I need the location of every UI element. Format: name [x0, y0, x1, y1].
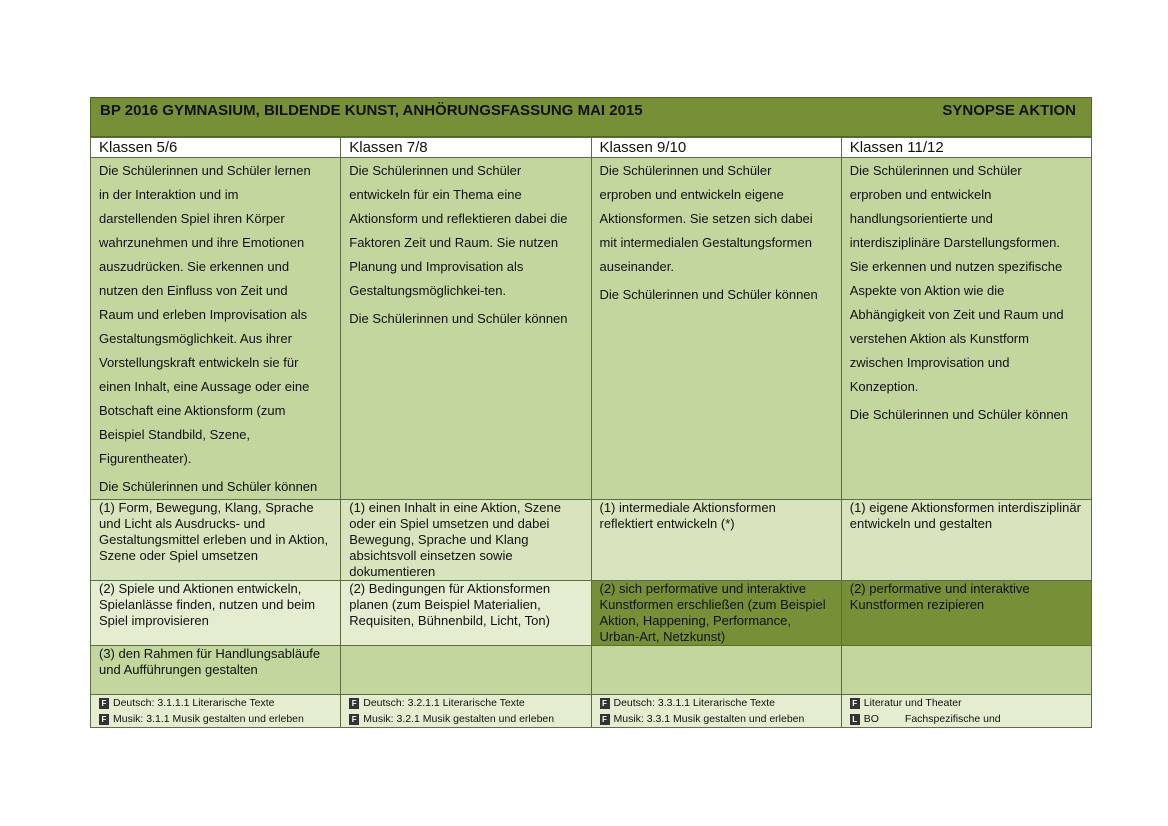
- intro-line: entwickeln für ein Thema eine: [349, 187, 522, 202]
- intro-line: Die Schülerinnen und Schüler: [599, 163, 772, 178]
- reference-text: Deutsch: 3.3.1.1 Literarische Texte: [613, 697, 775, 709]
- competence-cell: (1) eigene Aktionsformen interdisziplinär entwickeln und gestalten: [841, 500, 1091, 581]
- leitperspektive-badge-icon: L: [850, 714, 860, 725]
- fach-badge-icon: F: [99, 698, 109, 709]
- reference-text: Musik: 3.3.1 Musik gestalten und erleben: [613, 713, 805, 725]
- intro-line: auseinander.: [599, 259, 674, 274]
- intro-line: Faktoren Zeit und Raum. Sie nutzen: [349, 235, 559, 250]
- competence-cell-empty: [841, 646, 1091, 695]
- reference-text: Musik: 3.1.1 Musik gestalten und erleben: [113, 713, 304, 725]
- intro-line: Botschaft eine Aktionsform (zum: [99, 403, 286, 418]
- competence-cell-empty: [591, 646, 841, 695]
- intro-line: nutzen den Einfluss von Zeit und: [99, 283, 288, 298]
- reference-cell: [341, 695, 591, 728]
- intro-line: Sie erkennen und nutzen spezifische: [849, 259, 1063, 274]
- intro-text: [600, 159, 833, 279]
- intro-closing: Die Schülerinnen und Schüler können: [849, 407, 1069, 422]
- reference-line: [850, 695, 1083, 711]
- intro-line: auszudrücken. Sie erkennen und: [99, 259, 290, 274]
- intro-line: Beispiel Standbild, Szene,: [99, 427, 251, 442]
- synopsis-label: SYNOPSE AKTION: [942, 102, 1076, 119]
- intro-line: Aktionsformen. Sie setzen sich dabei: [599, 211, 813, 226]
- fach-badge-icon: F: [600, 714, 610, 725]
- competence-row-2: [91, 581, 1092, 646]
- reference-row: [91, 695, 1092, 728]
- reference-text: Deutsch: 3.1.1.1 Literarische Texte: [113, 697, 275, 709]
- intro-line: zwischen Improvisation und: [849, 355, 1010, 370]
- document-title: BP 2016 GYMNASIUM, BILDENDE KUNST, ANHÖRUNGSFASSUNG MAI 2015: [100, 102, 643, 119]
- intro-line: Figurentheater).: [99, 451, 192, 466]
- reference-line: [349, 695, 582, 711]
- column-heading: Klassen 11/12: [841, 138, 1091, 158]
- reference-text: Musik: 3.2.1 Musik gestalten und erleben: [363, 713, 555, 725]
- competence-row-3: [91, 646, 1092, 695]
- fach-badge-icon: F: [349, 698, 359, 709]
- document-header: [90, 97, 1092, 137]
- intro-line: Vorstellungskraft entwickeln sie für: [99, 355, 299, 370]
- fach-badge-icon: F: [99, 714, 109, 725]
- intro-cell: [341, 158, 591, 500]
- reference-cell: [591, 695, 841, 728]
- intro-text: [349, 159, 582, 303]
- intro-line: einen Inhalt, eine Aussage oder eine: [99, 379, 310, 394]
- competence-cell: (2) Spiele und Aktionen entwickeln, Spielanlässe finden, nutzen und beim Spiel improvisieren: [91, 581, 341, 646]
- intro-line: Gestaltungsmöglichkeit. Aus ihrer: [99, 331, 292, 346]
- synopsis-document: [90, 97, 1092, 728]
- column-heading-row: [91, 138, 1092, 158]
- intro-cell: [591, 158, 841, 500]
- intro-line: erproben und entwickeln eigene: [599, 187, 784, 202]
- intro-line: Abhängigkeit von Zeit und Raum und: [849, 307, 1064, 322]
- intro-closing: Die Schülerinnen und Schüler können: [349, 311, 568, 326]
- intro-line: in der Interaktion und im: [99, 187, 239, 202]
- intro-cell: [841, 158, 1091, 500]
- intro-line: Aktionsform und reflektieren dabei die: [349, 211, 568, 226]
- reference-text: Deutsch: 3.2.1.1 Literarische Texte: [363, 697, 525, 709]
- intro-line: interdisziplinäre Darstellungsformen.: [849, 235, 1061, 250]
- reference-text: BO: [863, 713, 879, 725]
- fach-badge-icon: F: [850, 698, 860, 709]
- intro-row: [91, 158, 1092, 500]
- intro-closing: Die Schülerinnen und Schüler können: [99, 479, 318, 494]
- competence-row-1: [91, 500, 1092, 581]
- competence-cell: (1) einen Inhalt in eine Aktion, Szene oder ein Spiel umsetzen und dabei Bewegung, Sprache und Klang absichtsvoll einsetzen sowie dokumentieren: [341, 500, 591, 581]
- column-heading: Klassen 7/8: [341, 138, 591, 158]
- reference-extra-text: Fachspezifische und: [904, 713, 1001, 725]
- intro-closing: Die Schülerinnen und Schüler können: [599, 287, 818, 302]
- intro-line: Die Schülerinnen und Schüler lernen: [99, 163, 311, 178]
- intro-line: Die Schülerinnen und Schüler: [849, 163, 1022, 178]
- reference-line: [99, 695, 332, 711]
- intro-text: [99, 159, 332, 471]
- column-heading: Klassen 9/10: [591, 138, 841, 158]
- competence-cell: (3) den Rahmen für Handlungsabläufe und Aufführungen gestalten: [91, 646, 341, 695]
- reference-line: [349, 711, 582, 727]
- fach-badge-icon: F: [600, 698, 610, 709]
- intro-line: Raum und erleben Improvisation als: [99, 307, 308, 322]
- column-heading: Klassen 5/6: [91, 138, 341, 158]
- competence-cell-empty: [341, 646, 591, 695]
- intro-line: Planung und Improvisation als: [349, 259, 524, 274]
- fach-badge-icon: F: [349, 714, 359, 725]
- competence-cell: (1) Form, Bewegung, Klang, Sprache und Licht als Ausdrucks- und Gestaltungsmittel erleben und in Aktion, Szene oder Spiel umsetzen: [91, 500, 341, 581]
- reference-cell: [841, 695, 1091, 728]
- intro-line: handlungsorientierte und: [849, 211, 993, 226]
- intro-line: mit intermedialen Gestaltungsformen: [599, 235, 812, 250]
- competence-cell: (1) intermediale Aktionsformen reflektiert entwickeln (*): [591, 500, 841, 581]
- reference-text: Literatur und Theater: [863, 697, 962, 709]
- intro-line: Aspekte von Aktion wie die: [849, 283, 1005, 298]
- reference-line: [99, 711, 332, 727]
- competence-cell: (2) Bedingungen für Aktionsformen planen (zum Beispiel Materialien, Requisiten, Bühnenbild, Licht, Ton): [341, 581, 591, 646]
- intro-text: [850, 159, 1083, 399]
- intro-line: wahrzunehmen und ihre Emotionen: [99, 235, 305, 250]
- reference-line: [600, 711, 833, 727]
- competence-cell-highlighted: (2) performative und interaktive Kunstformen rezipieren: [841, 581, 1091, 646]
- intro-line: erproben und entwickeln: [849, 187, 992, 202]
- intro-cell: [91, 158, 341, 500]
- synopsis-table: [90, 137, 1092, 728]
- intro-line: darstellenden Spiel ihren Körper: [99, 211, 285, 226]
- reference-line: [600, 695, 833, 711]
- competence-cell-highlighted: (2) sich performative und interaktive Kunstformen erschließen (zum Beispiel Aktion, Happening, Performance, Urban-Art, Netzkunst): [591, 581, 841, 646]
- intro-line: Konzeption.: [849, 379, 919, 394]
- reference-cell: [91, 695, 341, 728]
- intro-line: Die Schülerinnen und Schüler: [349, 163, 522, 178]
- reference-line: [850, 711, 1083, 727]
- intro-line: Gestaltungsmöglichkei-ten.: [349, 283, 507, 298]
- intro-line: verstehen Aktion als Kunstform: [849, 331, 1029, 346]
